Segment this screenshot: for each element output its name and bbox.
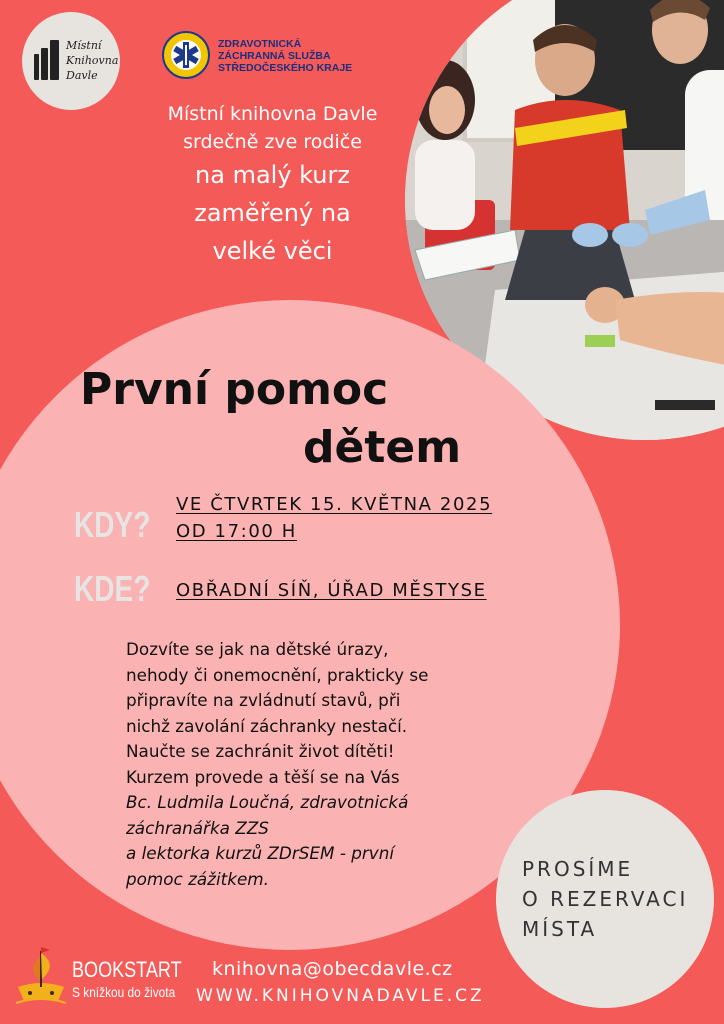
description-line: Dozvíte se jak na dětské úrazy, (126, 639, 389, 659)
library-logo-text (66, 38, 119, 83)
library-logo-line: Knihovna (66, 54, 119, 67)
contact-website[interactable]: WWW.KNIHOVNADAVLE.CZ (196, 986, 485, 1006)
intro-line: Místní knihovna Davle (167, 103, 378, 125)
description-line: Kurzem provede a těší se na Vás (126, 766, 400, 787)
reservation-line: PROSÍME (522, 857, 634, 881)
lecturer-line: záchranářka ZZS (126, 817, 269, 838)
bookstart-logo (12, 943, 192, 1013)
description-line: připravíte na zvládnutí stavů, při (126, 690, 401, 710)
reservation-badge (496, 790, 714, 1008)
where-value: OBŘADNÍ SÍŇ, ÚŘAD MĚSTYSE (176, 580, 487, 601)
book-icon (34, 54, 39, 80)
intro-line: na malý kurz (195, 161, 350, 189)
course-title: První pomoc (80, 364, 389, 415)
course-title: dětem (303, 422, 462, 473)
lecturer-line: a lektorka kurzů ZDrSEM - první (126, 843, 394, 863)
course-description (126, 637, 506, 892)
description-line: nichž zavolání záchranky nestačí. (126, 715, 408, 736)
zzs-emblem-icon (162, 31, 210, 79)
contact-email[interactable]: knihovna@obecdavle.cz (212, 958, 453, 980)
book-icon (41, 48, 48, 80)
book-icon (50, 40, 59, 80)
library-logo-line: Davle (66, 69, 98, 82)
reservation-line: O REZERVACI (522, 887, 689, 911)
star-of-life-icon (164, 33, 208, 77)
bookstart-title: BOOKSTART (72, 957, 182, 982)
description-line: nehody či onemocnění, prakticky se (126, 664, 429, 685)
library-logo-line: Místní (66, 39, 102, 52)
zzs-name-line: STŘEDOČESKÉHO KRAJE (218, 62, 353, 74)
bookstart-subtitle: S knížkou do života (72, 984, 176, 1000)
where-label: KDE? (74, 568, 151, 609)
library-logo (22, 12, 120, 110)
intro-line: srdečně zve rodiče (183, 131, 362, 153)
lecturer-line: pomoc zážitkem. (126, 868, 269, 889)
when-label: KDY? (74, 504, 151, 545)
intro-line: velké věci (212, 237, 333, 265)
zzs-name-line: ZÁCHRANNÁ SLUŽBA (218, 50, 331, 62)
description-line: Naučte se zachránit život dítěti! (126, 741, 395, 761)
zzs-name (218, 38, 378, 74)
when-date: VE ČTVRTEK 15. KVĚTNA 2025 (176, 494, 493, 515)
ship-book-icon (12, 943, 70, 1009)
intro-text (130, 100, 415, 270)
when-time: OD 17:00 H (176, 521, 297, 542)
reservation-line: MÍSTA (522, 917, 598, 941)
reservation-text (522, 854, 688, 944)
zzs-name-line: ZDRAVOTNICKÁ (218, 38, 302, 50)
intro-line: zaměřený na (194, 199, 351, 227)
lecturer-line: Bc. Ludmila Loučná, zdravotnická (126, 792, 409, 812)
